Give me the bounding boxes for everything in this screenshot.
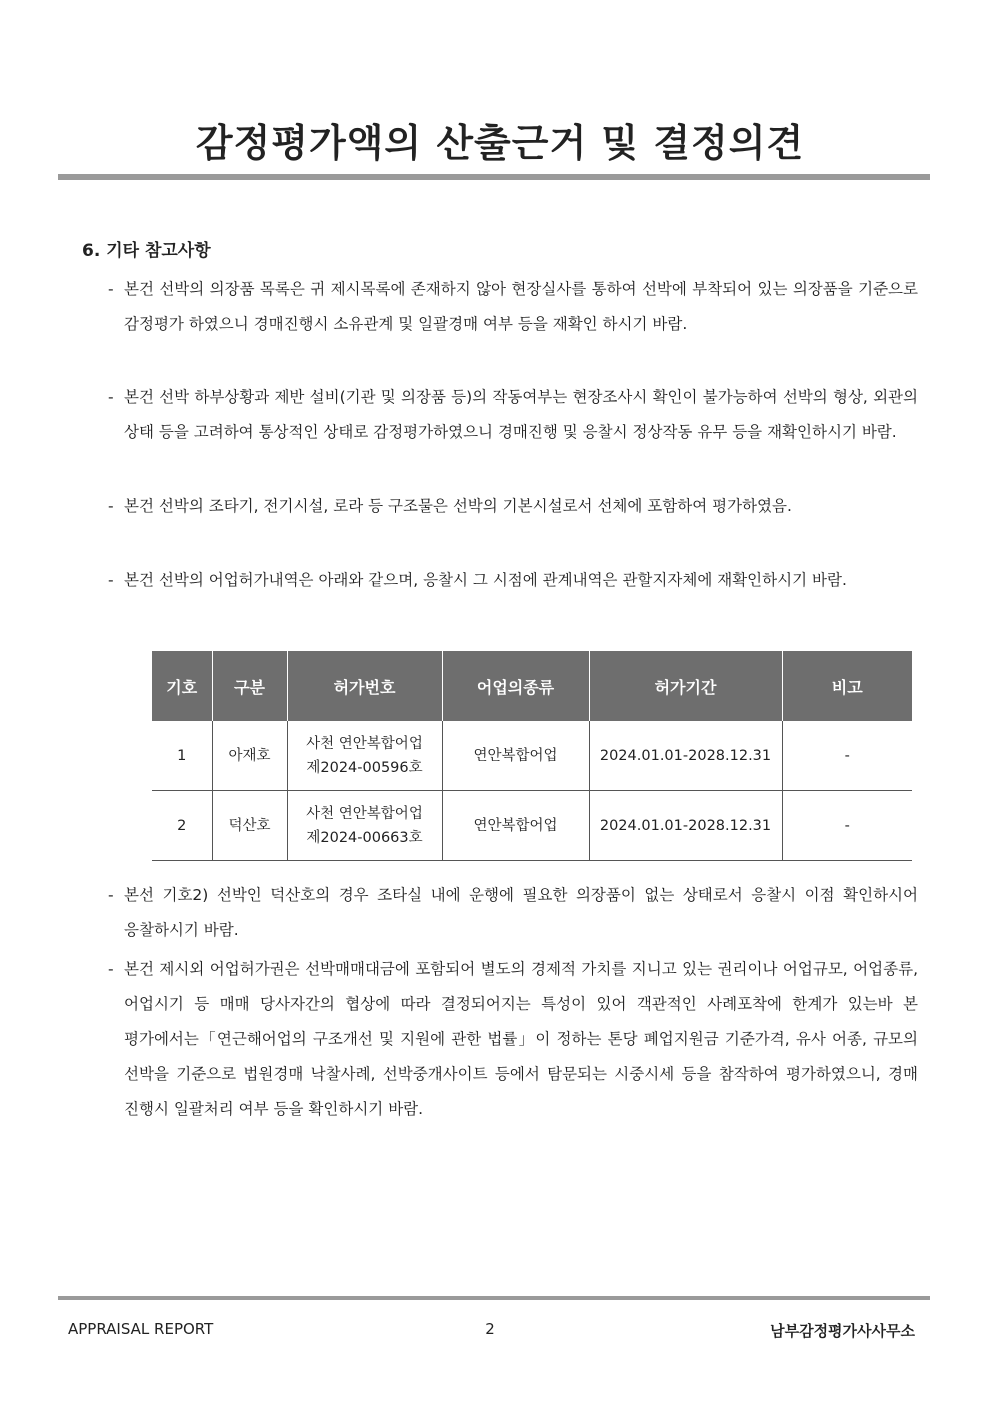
footer-office-name: 남부감정평가사사무소 [770,1322,915,1340]
note-text: 본건 선박의 어업허가내역은 아래와 같으며, 응찰시 그 시점에 관계내역은 관할지자체에 재확인하시기 바람. [124,571,847,589]
page-title: 감정평가액의 산출근거 및 결정의견 [195,121,805,165]
note-item [108,878,918,948]
column-header: 비고 [782,651,912,721]
note-item [108,952,918,1127]
column-header: 기호 [152,651,212,721]
cell-permit-number [287,791,442,861]
footer-divider [58,1296,930,1300]
note-text: 본건 선박의 조타기, 전기시설, 로라 등 구조물은 선박의 기본시설로서 선체에 포함하여 평가하였음. [124,497,792,515]
permit-line-2: 제2024-00663호 [306,829,423,846]
note-text: 본선 기호2) 선박인 덕산호의 경우 조타실 내에 운행에 필요한 의장품이 없는 상태로서 응찰시 이점 확인하시어 응찰하시기 바람. [124,886,918,939]
cell-number: 1 [152,721,212,791]
cell-vessel-name: 아재호 [212,721,287,791]
column-header: 허가번호 [287,651,442,721]
title-divider [58,174,930,180]
table-header-row [152,651,912,721]
cell-fishery-type: 연안복합어업 [442,791,589,861]
section-heading: 6. 기타 참고사항 [82,241,211,261]
note-text: 본건 제시외 어업허가권은 선박매매대금에 포함되어 별도의 경제적 가치를 지니고 있는 권리이나 어업규모, 어업종류, 어업시기 등 매매 당사자간의 협상에 따라 결정되어지는 특성이 있어 객관적인 사례포착에 한계가 있는바 본 평가에서는「연근해어업의 구조개선 및 지원에 관한 법률」이 정하는 톤당 폐업지원금 기준가격, 유사 어종, 규모의 선박을 기준으로 법원경매 낙찰사례, 선박중개사이트 등에서 탐문되는 시중시세 등을 참작하여 평가하였으니, 경매 진행시 일괄처리 여부 등을 확인하시기 바람. [124,960,918,1118]
dash-marker: - [108,571,114,589]
dash-marker: - [108,886,114,904]
table-row [152,791,912,861]
permit-line-2: 제2024-00596호 [306,759,423,776]
permit-line-1: 사천 연안복합어업 [306,805,423,822]
cell-vessel-name: 덕산호 [212,791,287,861]
cell-note: - [782,721,912,791]
permit-table [152,651,912,861]
footer-report-label: APPRAISAL REPORT [68,1320,214,1338]
cell-number: 2 [152,791,212,861]
permit-table-container [152,651,912,861]
note-text: 본건 선박 하부상황과 제반 설비(기관 및 의장품 등)의 작동여부는 현장조사시 확인이 불가능하여 선박의 형상, 외관의 상태 등을 고려하여 통상적인 상태로 감정평가하였으니 경매진행 및 응찰시 정상작동 유무 등을 재확인하시기 바람. [124,388,918,441]
note-item [108,272,918,342]
note-item [108,563,918,598]
cell-note: - [782,791,912,861]
table-row [152,721,912,791]
note-item [108,380,918,450]
dash-marker: - [108,280,114,298]
column-header: 어업의종류 [442,651,589,721]
cell-fishery-type: 연안복합어업 [442,721,589,791]
column-header: 구분 [212,651,287,721]
dash-marker: - [108,960,114,978]
cell-permit-number [287,721,442,791]
permit-line-1: 사천 연안복합어업 [306,735,423,752]
dash-marker: - [108,388,114,406]
note-item [108,489,918,524]
page-number: 2 [485,1320,495,1338]
cell-permit-period: 2024.01.01-2028.12.31 [589,721,782,791]
note-text: 본건 선박의 의장품 목록은 귀 제시목록에 존재하지 않아 현장실사를 통하여 선박에 부착되어 있는 의장품을 기준으로 감정평가 하였으니 경매진행시 소유관계 및 일괄경매 여부 등을 재확인 하시기 바람. [124,280,918,333]
dash-marker: - [108,497,114,515]
cell-permit-period: 2024.01.01-2028.12.31 [589,791,782,861]
column-header: 허가기간 [589,651,782,721]
